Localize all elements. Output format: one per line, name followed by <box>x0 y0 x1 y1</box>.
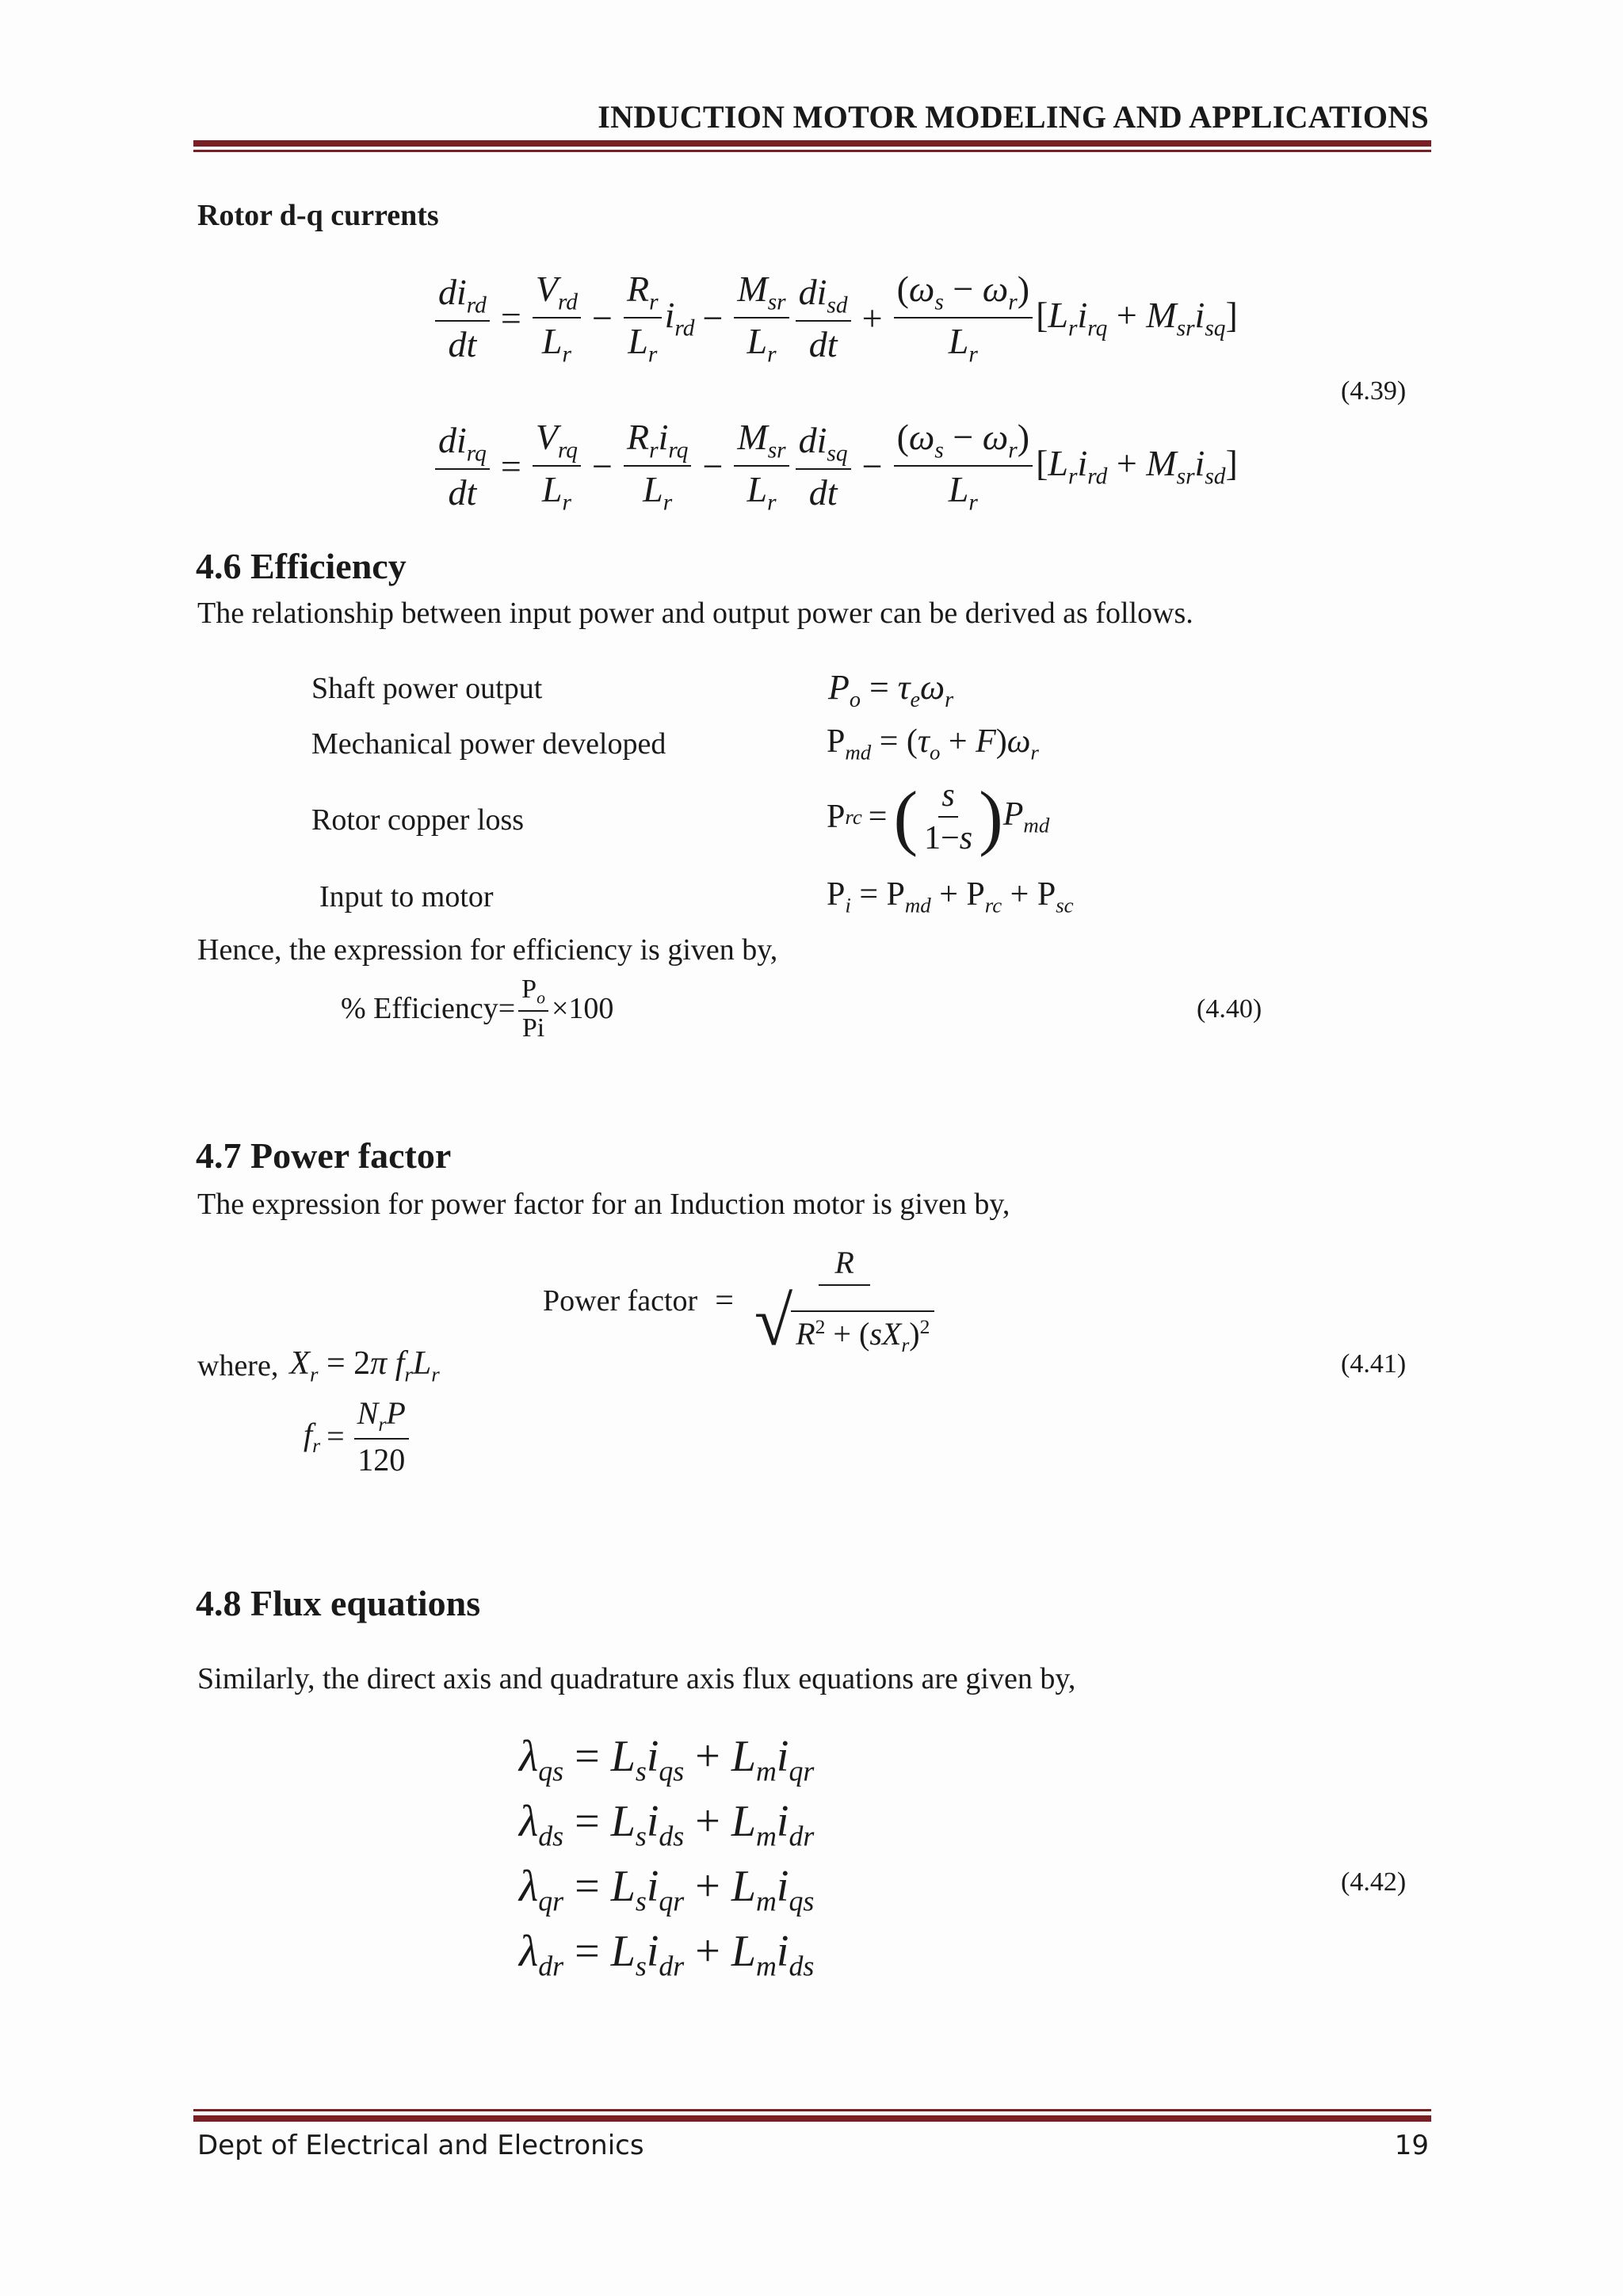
flux-equation-ds: $\lambda_{ds} = L_si_{ds} + L_mi_{dr}$ <box>519 1797 815 1852</box>
mechanical-power-label: Mechanical power developed <box>311 727 666 761</box>
footer-department: Dept of Electrical and Electronics <box>197 2130 644 2161</box>
power-factor-label: Power factor <box>543 1283 698 1318</box>
flux-equation-qs: $\lambda_{qs} = L_si_{qs} + L_mi_{qr}$ <box>519 1732 815 1787</box>
efficiency-formula: % Efficiency= $\frac{P_o}{Pi}$ ×100 <box>341 974 614 1043</box>
equation-number-4-42: (4.42) <box>1341 1867 1407 1897</box>
input-to-motor-label: Input to motor <box>319 880 494 913</box>
efficiency-label: % Efficiency= <box>341 992 516 1026</box>
rotor-irq-equation: $\frac{di_{rq}}{dt}$ = $\frac{V_{rq}}{L_r}$ − $\frac{R_ri_{rq}}{L_r}$ − $\frac{M_{sr}}{L_r}$ $\frac{di_{sq}}{dt}$ − $\frac{(\omega_s - \omega_r)}{L_r}$ $[L_ri_{rd} + M_{sr}i_{sd}]$ <box>432 416 1238 517</box>
mechanical-power-formula: $P_{md} = (\tau_o + F)\omega_r$ <box>827 723 1039 765</box>
shaft-power-formula: $P_o = \tau_e\omega_r$ <box>828 668 954 712</box>
fr-denominator: 120 <box>357 1441 406 1478</box>
rotor-copper-loss-formula: P rc = ( $\frac{s}{1-s}$ ) $P_{md}$ <box>827 776 1050 857</box>
rotor-copper-loss-label: Rotor copper loss <box>311 803 525 837</box>
equation-number-4-39: (4.39) <box>1341 376 1407 406</box>
flux-intro: Similarly, the direct axis and quadrature axis flux equations are given by, <box>197 1662 1076 1695</box>
efficiency-section-heading: 4.6 Efficiency <box>196 546 407 586</box>
header-rule-thin <box>193 150 1431 152</box>
rotor-frequency-definition: $f_r$ = $\frac{N_rP}{120}$ <box>304 1394 412 1478</box>
reactance-definition: where, $X_r = 2\pi$ $f_rL_r$ <box>197 1345 440 1386</box>
efficiency-hence-text: Hence, the expression for efficiency is given by, <box>197 933 778 967</box>
rotor-currents-heading: Rotor d-q currents <box>197 199 439 232</box>
footer-rule-thick <box>193 2115 1431 2122</box>
efficiency-multiplier: ×100 <box>551 992 614 1026</box>
efficiency-intro: The relationship between input power and output power can be derived as follows. <box>197 597 1193 630</box>
running-header-title: INDUCTION MOTOR MODELING AND APPLICATIONS <box>598 99 1429 135</box>
footer-rule-thin <box>193 2109 1431 2111</box>
power-factor-intro: The expression for power factor for an Induction motor is given by, <box>197 1188 1010 1221</box>
flux-section-heading: 4.8 Flux equations <box>196 1583 481 1623</box>
shaft-power-label: Shaft power output <box>311 672 543 705</box>
header-rule-thick <box>193 140 1431 147</box>
footer-page-number: 19 <box>1394 2130 1429 2161</box>
equation-number-4-41: (4.41) <box>1341 1349 1407 1379</box>
power-factor-formula: Power factor = R √ $R^2 + (sX_r)^2$ <box>543 1244 941 1357</box>
equation-number-4-40: (4.40) <box>1197 994 1262 1024</box>
flux-equation-dr: $\lambda_{dr} = L_si_{dr} + L_mi_{ds}$ <box>519 1927 815 1982</box>
flux-equation-qr: $\lambda_{qr} = L_si_{qr} + L_mi_{qs}$ <box>519 1862 815 1917</box>
where-label: where, <box>197 1348 279 1383</box>
power-factor-section-heading: 4.7 Power factor <box>196 1135 452 1176</box>
rotor-ird-equation: $\frac{di_{rd}}{dt}$ = $\frac{V_{rd}}{L_r}$ − $\frac{R_r}{L_r}$ $i_{rd}$ − $\frac{M_{sr}}{L_r}$ $\frac{di_{sd}}{dt}$ + $\frac{(\omega_s - \omega_r)}{L_r}$ $[L_ri_{rq} + M_{sr}i_{sq}]$ <box>432 268 1238 368</box>
input-power-formula: $P_i = P_{md} + P_{rc} + P_{sc}$ <box>827 876 1074 917</box>
